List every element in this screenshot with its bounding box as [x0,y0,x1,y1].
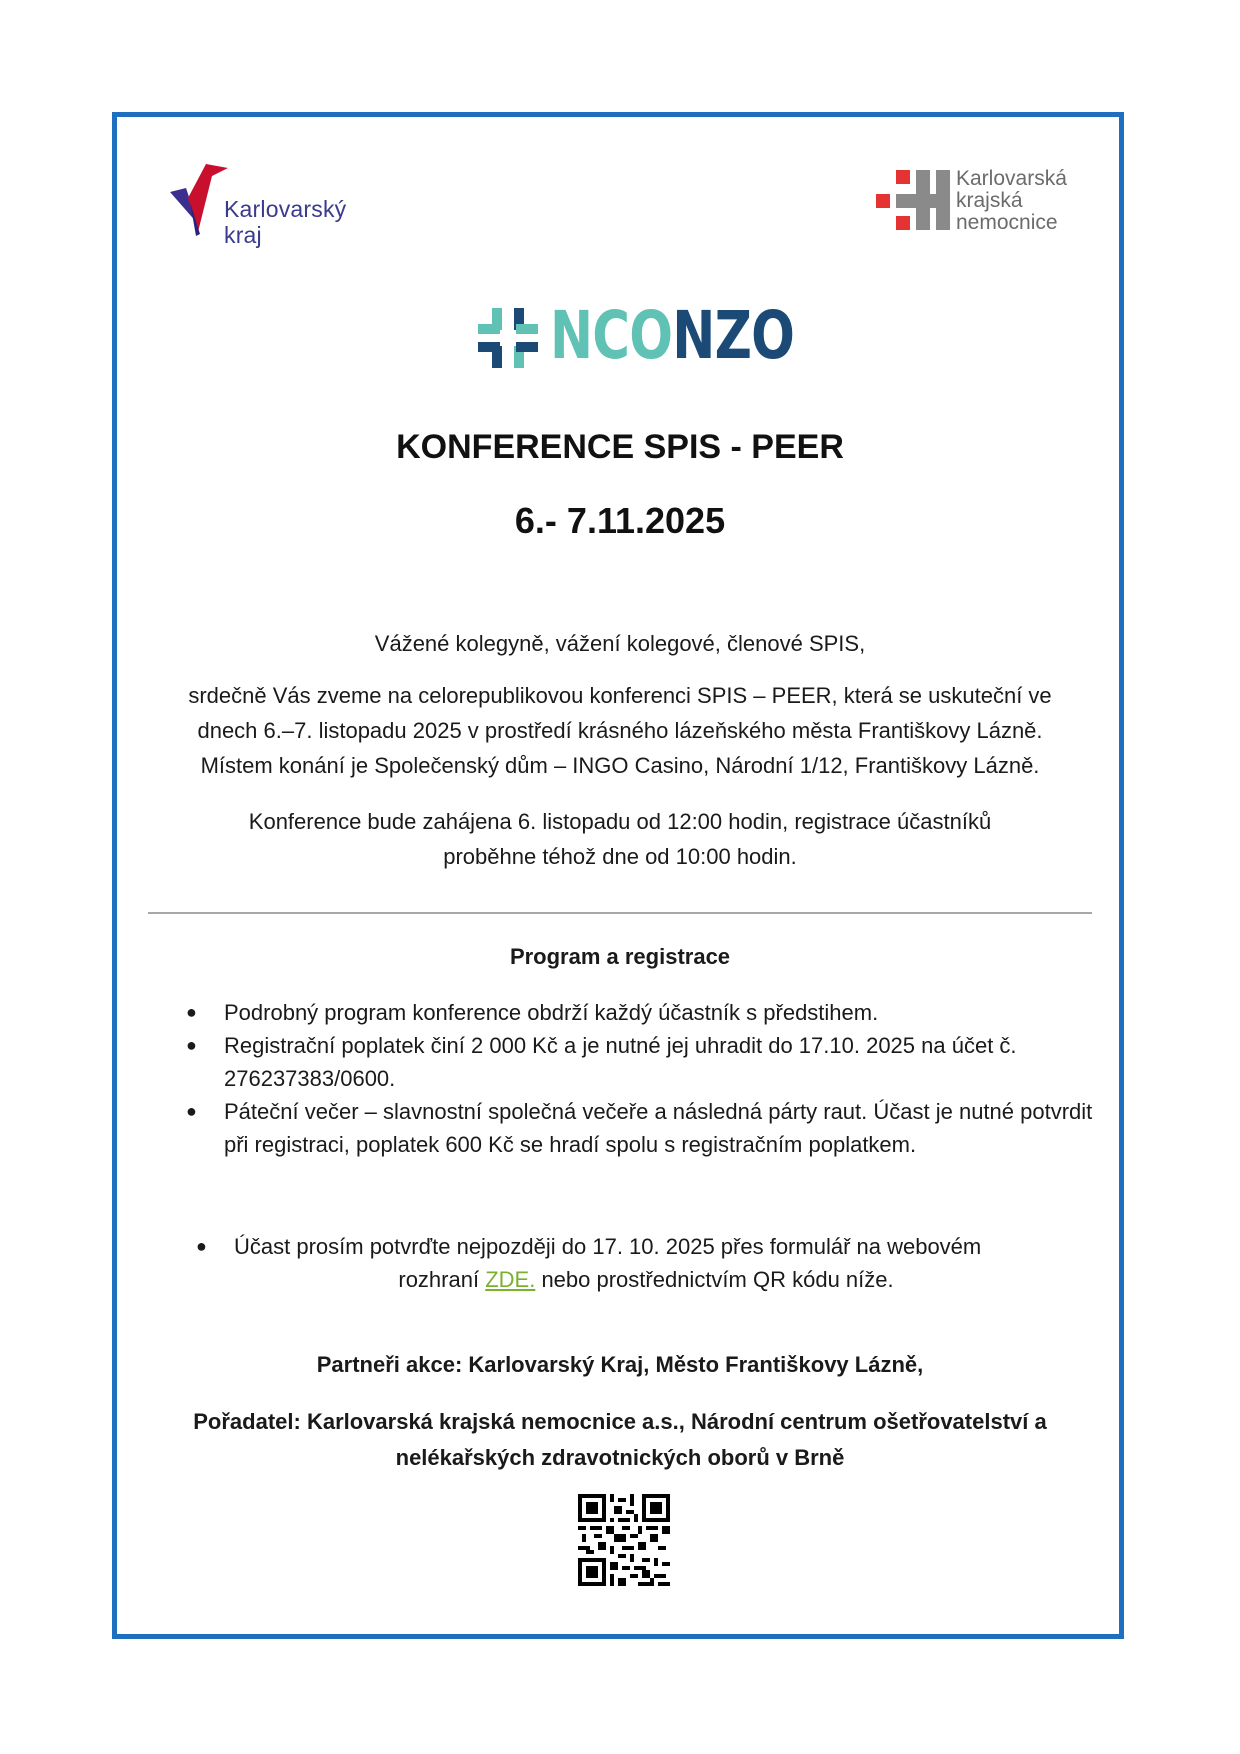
list-item: ● Podrobný program konference obdrží každý účastník s předstihem. [186,996,1106,1029]
section-heading: Program a registrace [509,944,731,969]
start-line: proběhne téhož dne od 10:00 hodin. [443,844,797,869]
karlovarsky-kraj-wordmark: Karlovarský kraj [224,196,347,248]
bullet-icon: ● [186,1035,197,1055]
qr-code-graphic [578,1494,670,1586]
section-divider [148,912,1092,914]
invitation-line: Místem konání je Společenský dům – INGO Casino, Národní 1/12, Františkovy Lázně. [200,753,1040,778]
bullet-icon: ● [186,1002,197,1022]
bullet-icon: ● [186,1101,197,1121]
karlovarska-nemocnice-wordmark: Karlovarská krajská nemocnice [956,167,1067,234]
start-line: Konference bude zahájena 6. listopadu od 12:00 hodin, registrace účastníků [248,809,992,834]
karlovarsky-kraj-logo [168,162,378,262]
list-item: ● Páteční večer – slavnostní společná večeře a následná párty raut. Účast je nutné potvrdit při registraci, poplatek 600 Kč se hradí spolu s registračním poplatkem. [186,1095,1106,1161]
karlovarsky-kraj-emblem-icon [168,162,228,242]
list-item: ● Registrační poplatek činí 2 000 Kč a je nutné jej uhradit do 17.10. 2025 na účet č. 276237383/0600. [186,1029,1106,1095]
greeting: Vážené kolegyně, vážení kolegové, členové SPIS, [374,631,866,656]
nconzo-wordmark: NCONZO [550,297,795,374]
conference-date: 6.- 7.11.2025 [514,500,726,541]
invitation-line: dnech 6.–7. listopadu 2025 v prostředí krásného lázeňského města Františkovy Lázně. [197,718,1043,743]
nconzo-logo [478,297,795,374]
invitation-paragraph [0,678,1240,783]
partners: Partneři akce: Karlovarský Kraj, Město Františkovy Lázně, [316,1352,924,1377]
organizer: Pořadatel: Karlovarská krajská nemocnice a.s., Národní centrum ošetřovatelství a nelékařských zdravotnických oborů v Brně [193,1409,1047,1470]
nconzo-cross-icon [478,308,538,368]
invitation-line: srdečně Vás zveme na celorepublikovou konferenci SPIS – PEER, která se uskuteční ve [188,683,1052,708]
registration-link[interactable]: ZDE. [485,1267,536,1292]
bullet-icon: ● [196,1236,207,1256]
program-list [186,996,1106,1161]
confirmation-item: ● Účast prosím potvrďte nejpozději do 17. 10. 2025 přes formulář na webovém rozhraní ZDE. nebo prostřednictvím QR kódu níže. [196,1230,1096,1296]
hospital-cross-icon [876,170,950,234]
start-paragraph [0,804,1240,874]
karlovarska-nemocnice-logo [876,168,1096,238]
conference-title: KONFERENCE SPIS - PEER [396,428,844,466]
qr-code-icon[interactable] [578,1494,670,1586]
